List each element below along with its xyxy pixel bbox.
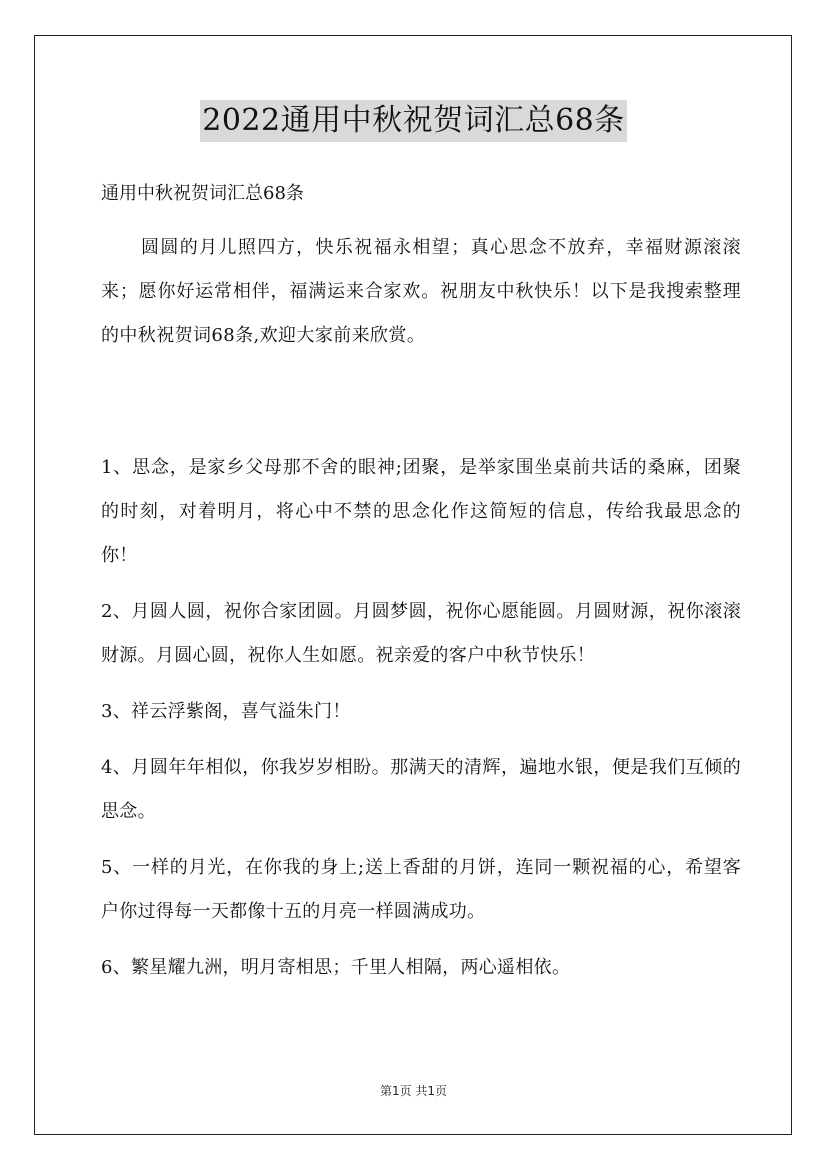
page-number-footer: 第1页 共1页 xyxy=(379,1084,448,1098)
blank-space xyxy=(101,358,741,446)
greeting-item-4: 4、月圆年年相似，你我岁岁相盼。那满天的清辉，遍地水银，便是我们互倾的思念。 xyxy=(101,757,741,822)
greeting-item-3: 3、祥云浮紫阁，喜气溢朱门！ xyxy=(101,701,351,722)
greeting-item-2: 2、月圆人圆，祝你合家团圆。月圆梦圆，祝你心愿能圆。月圆财源，祝你滚滚财源。月圆心圆，祝你人生如愿。祝亲爱的客户中秋节快乐！ xyxy=(101,601,741,666)
title-container xyxy=(0,100,827,142)
document-title: 2022通用中秋祝贺词汇总68条 xyxy=(200,100,627,142)
greeting-item-1: 1、思念，是家乡父母那不舍的眼神;团聚，是举家围坐桌前共话的桑麻，团聚的时刻，对着明月，将心中不禁的思念化作这简短的信息，传给我最思念的你！ xyxy=(101,457,741,566)
document-body xyxy=(101,172,741,990)
document-subtitle: 通用中秋祝贺词汇总68条 xyxy=(101,183,304,204)
greeting-item-5: 5、一样的月光，在你我的身上;送上香甜的月饼，连同一颗祝福的心，希望客户你过得每一天都像十五的月亮一样圆满成功。 xyxy=(101,857,741,922)
intro-paragraph: 圆圆的月儿照四方，快乐祝福永相望；真心思念不放弃，幸福财源滚滚来；愿你好运常相伴，福满运来合家欢。祝朋友中秋快乐！以下是我搜索整理的中秋祝贺词68条,欢迎大家前来欣赏。 xyxy=(101,237,741,346)
greeting-item-6: 6、繁星耀九洲，明月寄相思；千里人相隔，两心遥相依。 xyxy=(101,957,571,978)
